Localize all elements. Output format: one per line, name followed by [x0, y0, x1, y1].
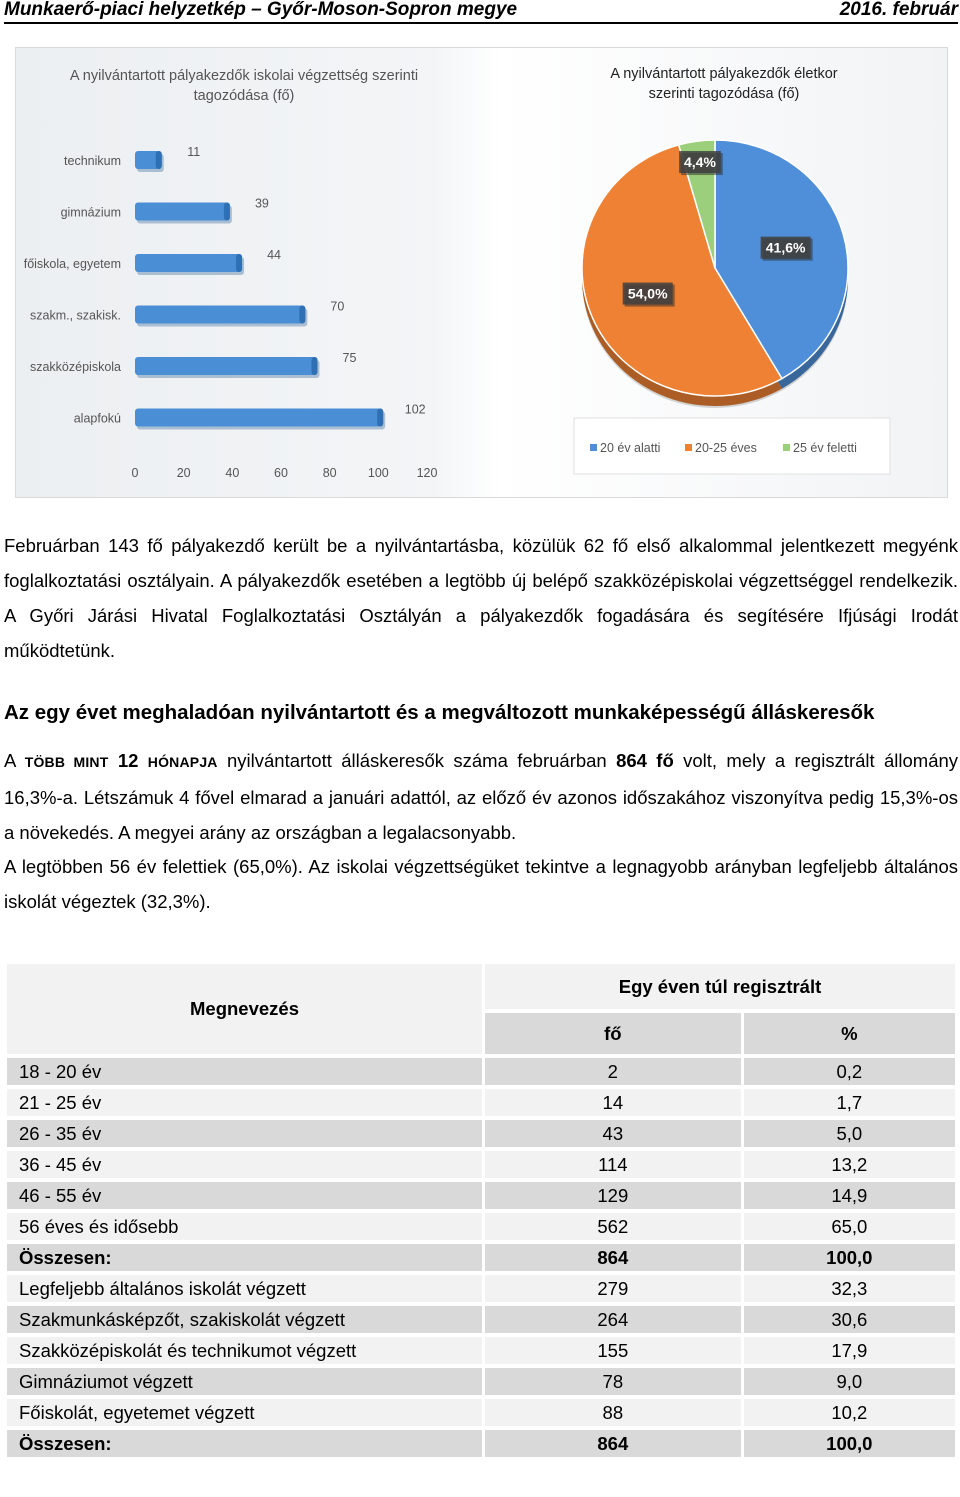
row-pct: 5,0: [744, 1120, 955, 1147]
paragraph-long-term: [4, 743, 958, 850]
row-name: Szakmunkásképzőt, szakiskolát végzett: [7, 1306, 482, 1333]
row-pct: 1,7: [744, 1089, 955, 1116]
table-row: [7, 1151, 955, 1178]
bar-value-label: 75: [342, 351, 357, 365]
bar-end-cap: [236, 254, 242, 272]
bar-value-label: 102: [404, 402, 426, 417]
row-count: 864: [485, 1244, 741, 1271]
bar-value-label: 70: [330, 299, 345, 314]
row-name: 46 - 55 év: [7, 1182, 482, 1209]
x-tick-label: 80: [322, 466, 337, 480]
bar-end-cap: [299, 306, 305, 324]
row-pct: 65,0: [744, 1213, 955, 1240]
table-row: [7, 1306, 955, 1333]
bar-value-label: 39: [254, 196, 269, 211]
bar: [135, 409, 383, 427]
row-count: 114: [485, 1151, 741, 1178]
row-name: Legfeljebb általános iskolát végzett: [7, 1275, 482, 1302]
header-title: Munkaerő-piaci helyzetkép – Győr-Moson-Sopron megye: [4, 0, 518, 20]
row-count: 264: [485, 1306, 741, 1333]
table-row: [7, 1058, 955, 1085]
table-row: [7, 1089, 955, 1116]
bar: [135, 357, 318, 375]
pie-value-label: 41,6%: [765, 239, 806, 256]
age-pie-chart: [472, 48, 947, 497]
row-count: 155: [485, 1337, 741, 1364]
section-title: Az egy évet meghaladóan nyilvántartott és a megváltozott munkaképességű álláskeresők: [4, 701, 875, 724]
row-count: 43: [485, 1120, 741, 1147]
x-tick-label: 20: [176, 466, 191, 480]
row-name: Gimnáziumot végzett: [7, 1368, 482, 1395]
table-header-count: fő: [485, 1013, 741, 1054]
row-name: 18 - 20 év: [7, 1058, 482, 1085]
p2-smallcaps-2: HÓNAPJA: [147, 754, 218, 770]
p2-c: volt, mely a regisztrált állomány 16,3%-a. Létszámuk 4 fővel elmarad a januári adattól, az előző év azonos időszakához viszonyítva pedig 15,3%-os a növekedés. A megyei arány az országban a legalacsonyabb.: [4, 750, 959, 843]
row-pct: 0,2: [744, 1058, 955, 1085]
page-header: [4, 0, 958, 24]
row-name: Összesen:: [7, 1244, 482, 1271]
x-tick-label: 100: [367, 466, 389, 480]
bar-end-cap: [224, 203, 230, 221]
bar-category-label: szakközépiskola: [29, 360, 121, 374]
bar: [135, 254, 242, 272]
table-row: [7, 1120, 955, 1147]
bar-category-label: szakm., szakisk.: [30, 308, 121, 323]
legend-label: 20 év alatti: [600, 441, 661, 455]
table-row: [7, 1399, 955, 1426]
bar-category-label: főiskola, egyetem: [23, 257, 121, 271]
bar-value-label: 11: [187, 145, 201, 159]
p2-smallcaps-1: TÖBB MINT: [24, 754, 109, 770]
row-count: 129: [485, 1182, 741, 1209]
pie-value-label: 4,4%: [684, 154, 716, 171]
table-row: [7, 1182, 955, 1209]
bar-chart-title-line2: tagozódása (fő): [193, 88, 295, 104]
pie-chart-title-line1: A nyilvántartott pályakezdők életkor: [610, 66, 838, 82]
row-name: Összesen:: [7, 1430, 482, 1457]
bar-chart-svg: [16, 48, 476, 497]
bar: [135, 306, 305, 324]
paragraph-intro: Februárban 143 fő pályakezdő került be a nyilvántartásba, közülük 62 fő első alkalommal jelentkezett megyénk foglalkoztatási osztályain. A pályakezdők esetében a legtöbb új belépő szakközépiskolai végzettséggel rendelkezik. A Győri Járási Hivatal Foglalkoztatási Osztályán a pályakezdők fogadására és segítésére Ifjúsági Irodát működtetünk.: [4, 535, 958, 661]
paragraph-summary: A legtöbben 56 év felettiek (65,0%). Az iskolai végzettségüket tekintve a legnagyobb arányban legfeljebb általános iskolát végeztek (32,3%).: [4, 856, 958, 912]
row-count: 14: [485, 1089, 741, 1116]
row-count: 88: [485, 1399, 741, 1426]
bar-category-label: gimnázium: [60, 205, 121, 220]
legend-swatch: [685, 444, 692, 451]
row-count: 78: [485, 1368, 741, 1395]
bar-chart-title-line1: A nyilvántartott pályakezdők iskolai végzettség szerinti: [69, 68, 419, 84]
legend-swatch: [783, 444, 790, 451]
education-bar-chart: [16, 48, 476, 497]
legend-swatch: [590, 444, 597, 451]
table-row: [7, 1244, 955, 1271]
table-row: [7, 1368, 955, 1395]
row-pct: 100,0: [744, 1430, 955, 1457]
p2-b: nyilvántartott álláskeresők száma februárban: [226, 750, 607, 771]
table-row: [7, 1337, 955, 1364]
x-tick-label: 0: [131, 466, 139, 480]
row-pct: 10,2: [744, 1399, 955, 1426]
bar-end-cap: [156, 151, 162, 169]
x-tick-label: 60: [274, 466, 288, 480]
row-name: 21 - 25 év: [7, 1089, 482, 1116]
row-count: 864: [485, 1430, 741, 1457]
row-name: 26 - 35 év: [7, 1120, 482, 1147]
row-count: 562: [485, 1213, 741, 1240]
long-term-jobseekers-table: [4, 960, 958, 1461]
row-name: 56 éves és idősebb: [7, 1213, 482, 1240]
table-row: [7, 1275, 955, 1302]
row-pct: 32,3: [744, 1275, 955, 1302]
row-name: Főiskolát, egyetemet végzett: [7, 1399, 482, 1426]
bar-category-label: technikum: [64, 154, 121, 168]
row-pct: 14,9: [744, 1182, 955, 1209]
row-pct: 100,0: [744, 1244, 955, 1271]
bar: [135, 203, 230, 221]
bar-end-cap: [377, 409, 383, 427]
x-tick-label: 40: [225, 466, 240, 480]
row-name: 36 - 45 év: [7, 1151, 482, 1178]
legend-label: 25 év feletti: [793, 441, 857, 455]
p2-number-12: 12: [117, 750, 139, 771]
header-date: 2016. február: [839, 0, 958, 20]
p2-a: A: [4, 750, 16, 771]
legend-label: 20-25 éves: [695, 441, 757, 455]
row-count: 279: [485, 1275, 741, 1302]
x-tick-label: 120: [416, 466, 438, 480]
table-header-group: Egy éven túl regisztrált: [485, 964, 955, 1009]
charts-image: [15, 47, 948, 498]
table-row: [7, 1430, 955, 1457]
table-header-name: Megnevezés: [7, 964, 482, 1054]
bar-end-cap: [312, 357, 318, 375]
row-pct: 13,2: [744, 1151, 955, 1178]
bar-value-label: 44: [267, 248, 282, 262]
row-pct: 9,0: [744, 1368, 955, 1395]
row-pct: 30,6: [744, 1306, 955, 1333]
pie-value-label: 54,0%: [627, 285, 668, 302]
row-count: 2: [485, 1058, 741, 1085]
row-name: Szakközépiskolát és technikumot végzett: [7, 1337, 482, 1364]
bar-category-label: alapfokú: [73, 411, 121, 426]
p2-bold-864: 864 fő: [616, 750, 674, 771]
pie-chart-title-line2: szerinti tagozódása (fő): [648, 86, 800, 102]
pie-chart-svg: [472, 48, 947, 497]
row-pct: 17,9: [744, 1337, 955, 1364]
table-row: [7, 1213, 955, 1240]
table-header-pct: %: [744, 1013, 955, 1054]
table-body: [7, 1058, 955, 1457]
